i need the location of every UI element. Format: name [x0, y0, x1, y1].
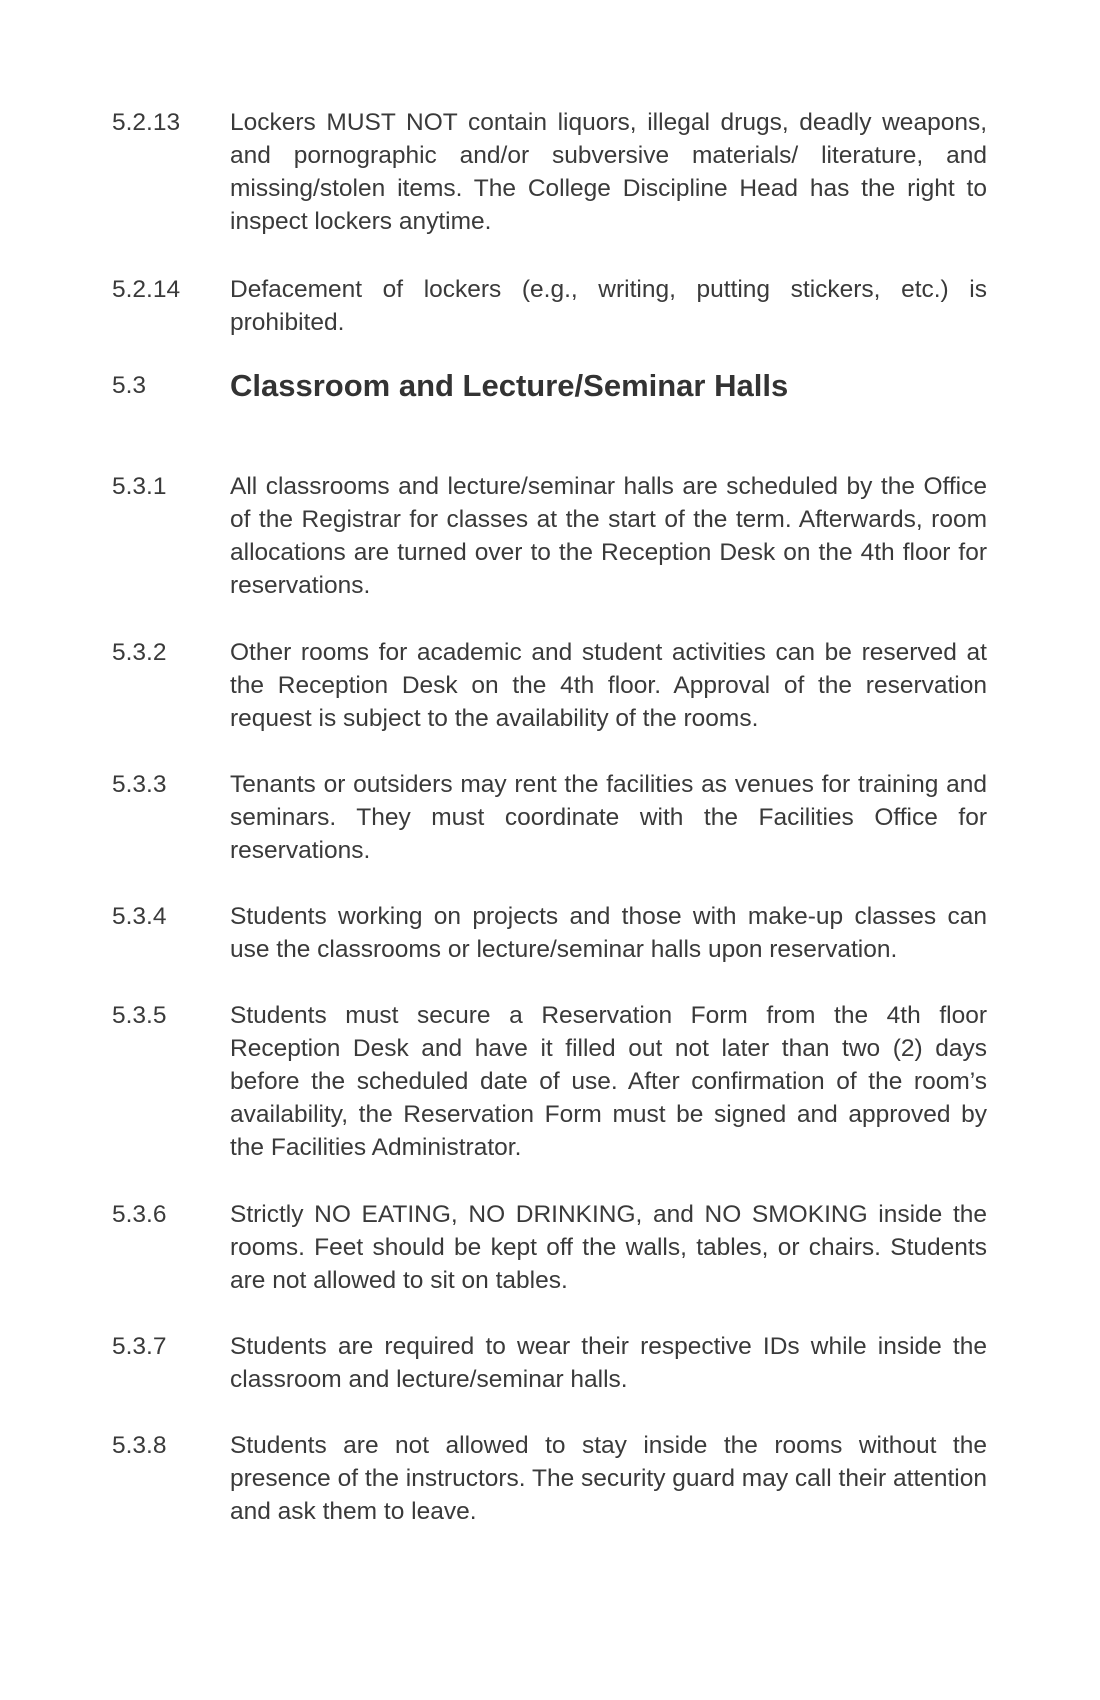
- rule-5-3-5: [112, 999, 987, 1164]
- rule-number: 5.3.8: [112, 1432, 167, 1459]
- rule-5-3-6: [112, 1198, 987, 1297]
- rule-text: Other rooms for academic and student activities can be reserved at the Reception Desk on the 4th floor. Approval of the reservation request is subject to the availability of the rooms.: [230, 639, 987, 732]
- section-number: 5.3: [112, 372, 147, 399]
- rule-number: 5.3.6: [112, 1201, 167, 1228]
- rule-text: Students are required to wear their respective IDs while inside the classroom and lecture/seminar halls.: [230, 1333, 987, 1393]
- rule-5-2-14: [112, 273, 987, 339]
- rule-5-3-1: [112, 470, 987, 602]
- rule-number: 5.3.4: [112, 903, 167, 930]
- rule-number: 5.3.7: [112, 1333, 167, 1360]
- rule-text: Students are not allowed to stay inside the rooms without the presence of the instructors. The security guard may call their attention and ask them to leave.: [230, 1432, 987, 1525]
- rule-text: Students working on projects and those with make-up classes can use the classrooms or lecture/seminar halls upon reservation.: [230, 903, 987, 963]
- rule-number: 5.2.14: [112, 276, 181, 303]
- rule-5-3-2: [112, 636, 987, 735]
- rule-number: 5.3.3: [112, 771, 167, 798]
- rule-text: Defacement of lockers (e.g., writing, putting stickers, etc.) is prohibited.: [230, 276, 987, 336]
- rule-text: All classrooms and lecture/seminar halls are scheduled by the Office of the Registrar for classes at the start of the term. Afterwards, room allocations are turned over to the Reception Desk on the 4th floor for reservations.: [230, 473, 987, 599]
- rule-number: 5.2.13: [112, 109, 181, 136]
- rule-5-3-4: [112, 900, 987, 966]
- rule-number: 5.3.1: [112, 473, 167, 500]
- rule-text: Students must secure a Reservation Form from the 4th floor Reception Desk and have it filled out not later than two (2) days before the scheduled date of use. After confirmation of the room’s availability, the Reservation Form must be signed and approved by the Facilities Administrator.: [230, 1002, 987, 1161]
- rule-5-2-13: [112, 106, 987, 238]
- rule-number: 5.3.2: [112, 639, 167, 666]
- section-title: Classroom and Lecture/Seminar Halls: [230, 368, 789, 403]
- rule-5-3-8: [112, 1429, 987, 1528]
- rule-text: Tenants or outsiders may rent the facilities as venues for training and seminars. They must coordinate with the Facilities Office for reservations.: [230, 771, 987, 864]
- rule-text: Lockers MUST NOT contain liquors, illegal drugs, deadly weapons, and pornographic and/or subversive materials/ literature, and missing/stolen items. The College Discipline Head has the right to inspect lockers anytime.: [230, 109, 987, 235]
- section-heading-5-3: [112, 366, 987, 406]
- rule-text: Strictly NO EATING, NO DRINKING, and NO SMOKING inside the rooms. Feet should be kept off the walls, tables, or chairs. Students are not allowed to sit on tables.: [230, 1201, 987, 1294]
- rule-5-3-3: [112, 768, 987, 867]
- rule-5-3-7: [112, 1330, 987, 1396]
- rule-number: 5.3.5: [112, 1002, 167, 1029]
